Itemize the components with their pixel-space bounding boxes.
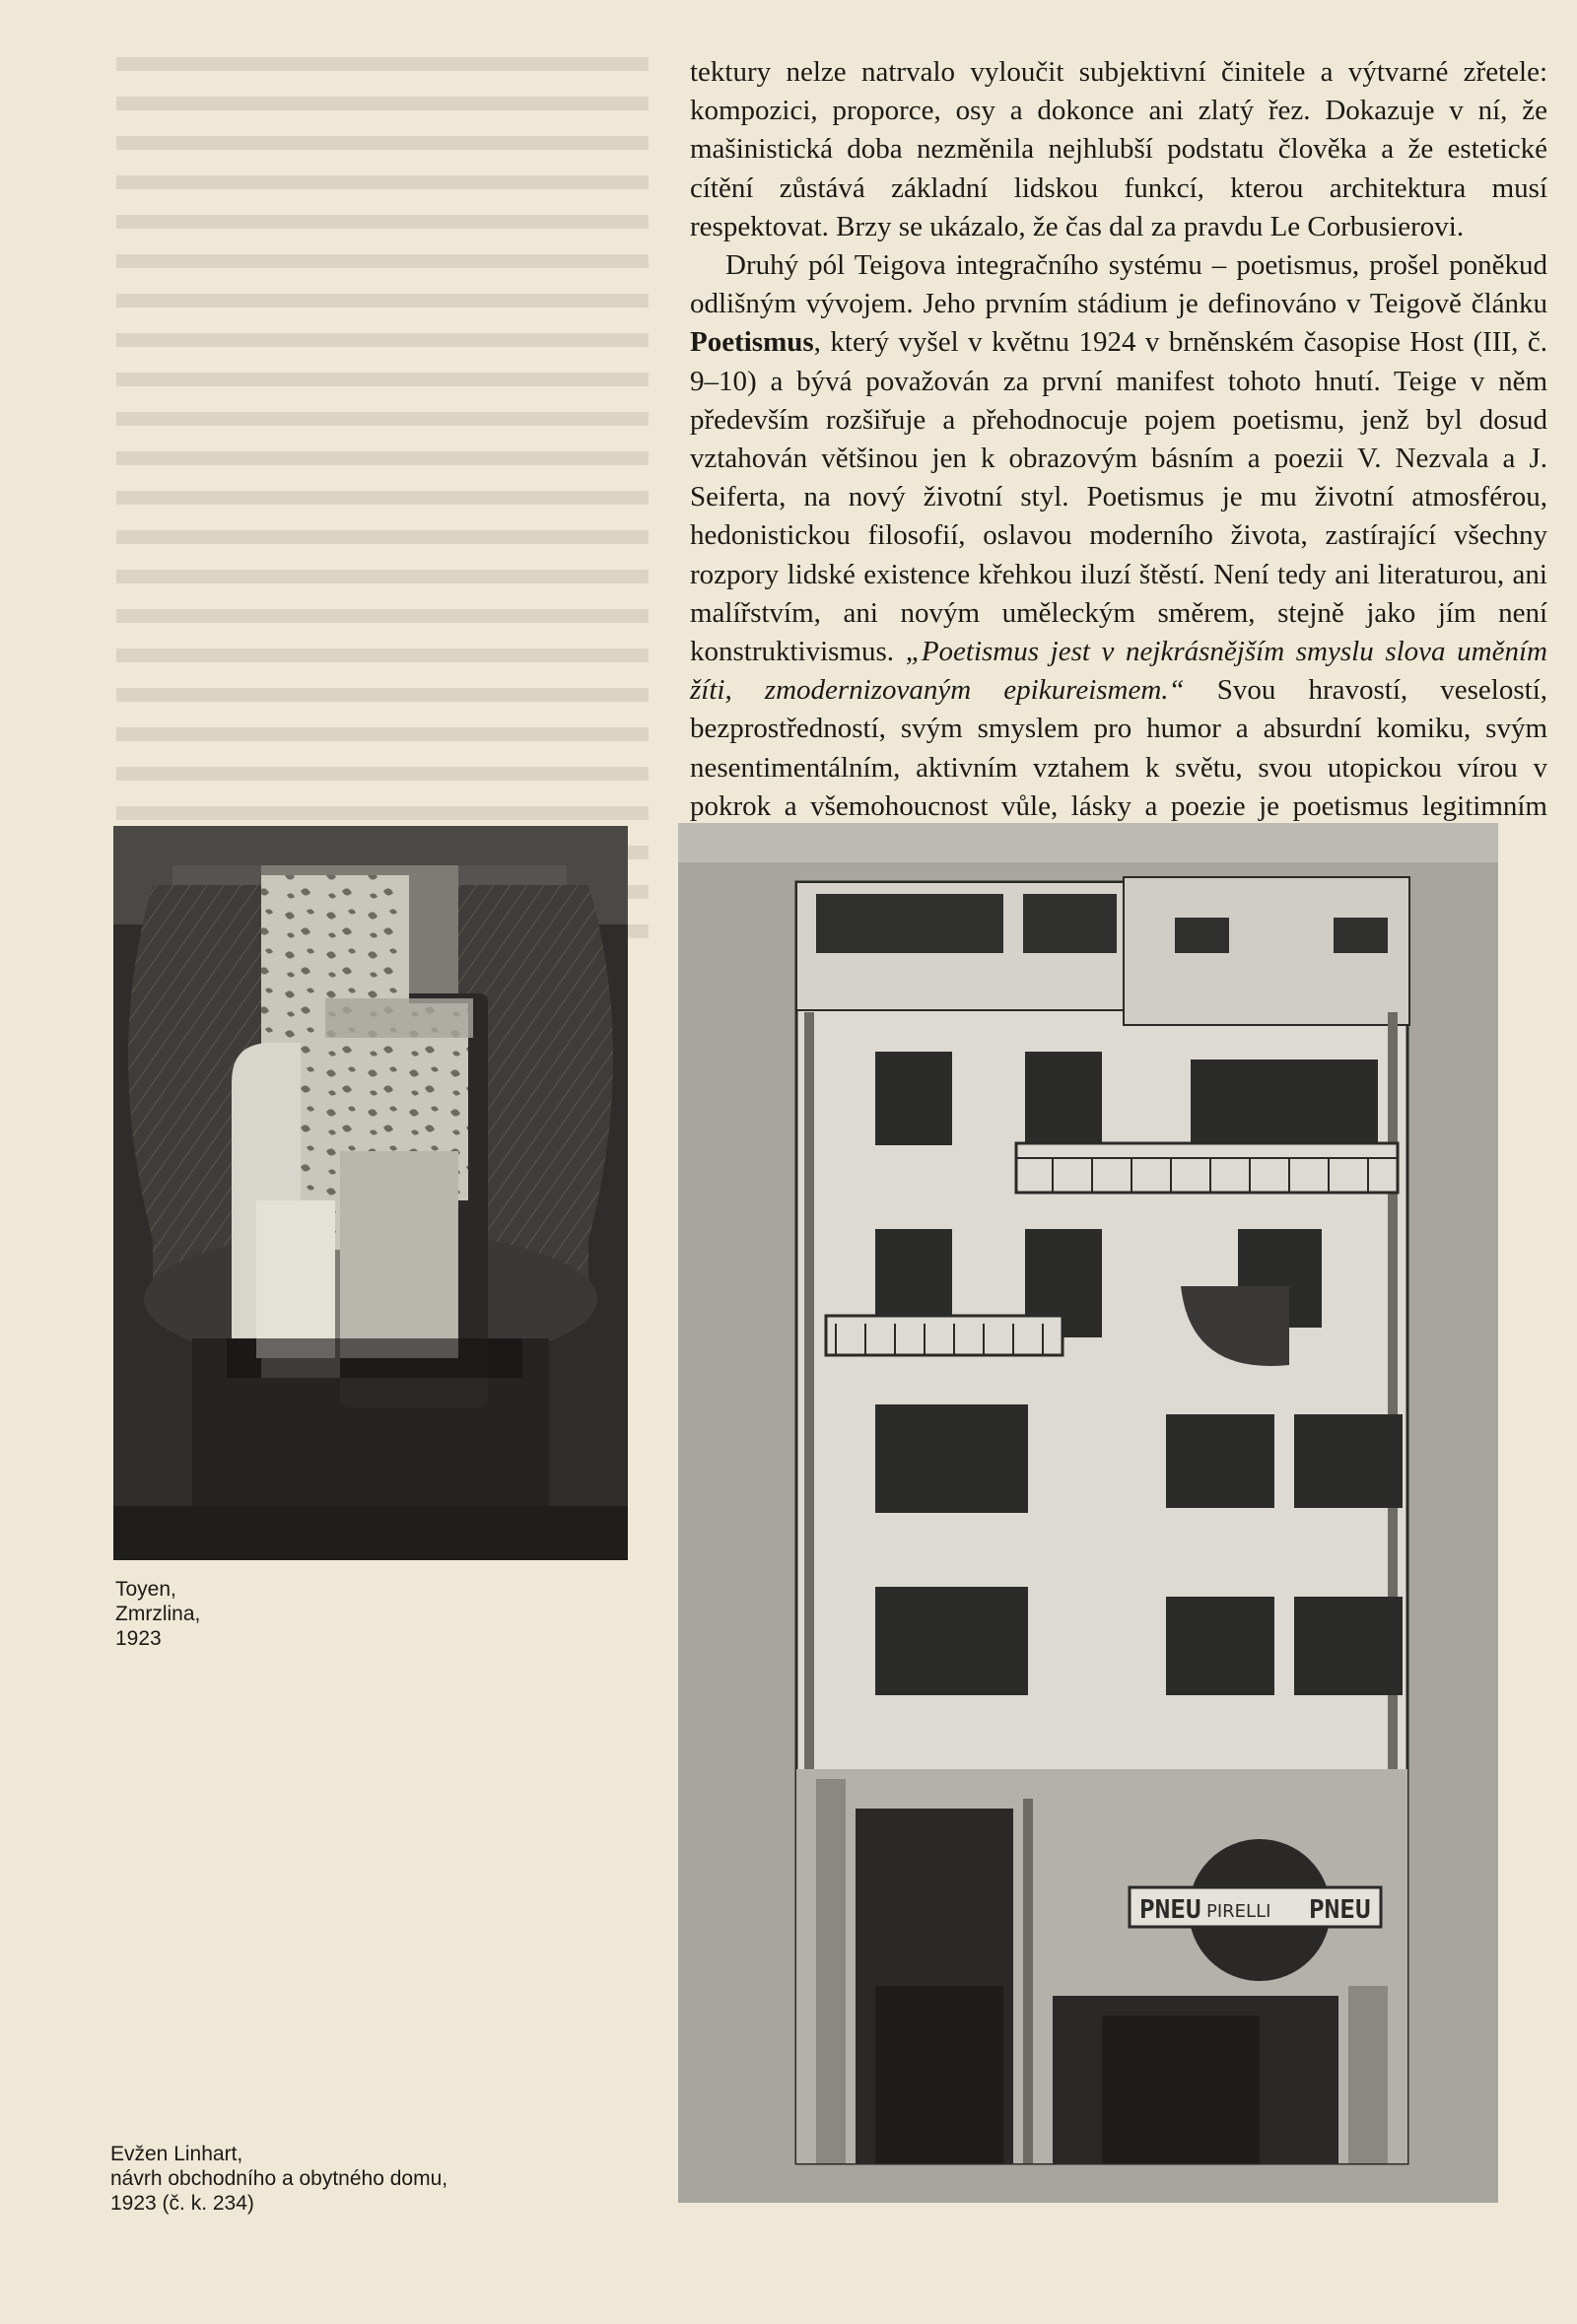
paragraph-2-text-b: , který vyšel v květnu 1924 v brněnském časopise Host (III, č. 9–10) a bývá považován za první manifest tohoto hnutí. Teige v něm především rozšiřuje a přehodnocuje pojem poetismu, jenž byl dosud vztahován většinou jen k obrazovým básním a poezii V. Nezvala a J. Seiferta, na nový životní styl. Poetismus je mu životní atmosférou, hedonistickou filosofií, oslavou moderního života, zastírající všechny rozpory lidské existence křehkou iluzí štěstí. Není tedy ani literaturou, ani malířstvím, ani novým uměleckým směrem, stejně jako jím není konstruktivismus. [690, 326, 1547, 668]
paragraph-2-text-c: Svou hravostí, veselostí, bezprostředností, svým smyslem pro humor a absurdní komiku, svým nesentimentálním, aktivním vztahem k světu, svou utopickou vírou v pokrok a všemohoucnost vůle, lásky a poezie je poetismus legitimním [690, 674, 1547, 822]
paragraph-2-text-a: Druhý pól Teigova integračního systému – poetismus, prošel poněkud odlišným vývojem. Jeho prvním stádium je definováno v Teigově článku [690, 249, 1547, 320]
caption-year-ref: 1923 (č. k. 234) [110, 2192, 254, 2215]
toyen-painting [113, 826, 628, 1560]
bleed-through-text [116, 57, 649, 944]
linhart-building-drawing [678, 823, 1498, 2203]
linhart-building-image [678, 823, 1498, 2203]
toyen-caption [115, 1577, 200, 1651]
caption-year: 1923 [115, 1627, 162, 1650]
sign-pirelli: PIRELLI [1206, 1901, 1271, 1922]
paragraph-1 [690, 53, 1547, 246]
linhart-caption [110, 2142, 447, 2216]
paragraph-2 [690, 246, 1547, 864]
teige-quote: „Poetismus jest v nejkrásnějším smyslu slova uměním žíti, zmodernizovaným epikureismem.“ [690, 636, 1547, 707]
article-body [690, 53, 1547, 864]
sign-pneu-right: PNEU [1309, 1895, 1371, 1925]
caption-title: návrh obchodního a obytného domu, [110, 2167, 448, 2190]
sign-pneu-left: PNEU [1139, 1895, 1201, 1925]
poetismus-title: Poetismus [690, 326, 814, 359]
caption-artist: Toyen, [115, 1578, 176, 1601]
caption-artist: Evžen Linhart, [110, 2143, 243, 2165]
caption-title: Zmrzlina, [115, 1603, 201, 1625]
paragraph-1-text: tektury nelze natrvalo vyloučit subjektivní činitele a výtvarné zřetele: kompozici, proporce, osy a dokonce ani zlatý řez. Dokazuje v ní, že mašinistická doba nezměnila nejhlubší podstatu člověka a že estetické cítění zůstává základní lidskou funkcí, kterou architektura musí respektovat. Brzy se ukázalo, že čas dal za pravdu Le Corbusierovi. [690, 56, 1547, 242]
toyen-painting-image [113, 826, 628, 1560]
